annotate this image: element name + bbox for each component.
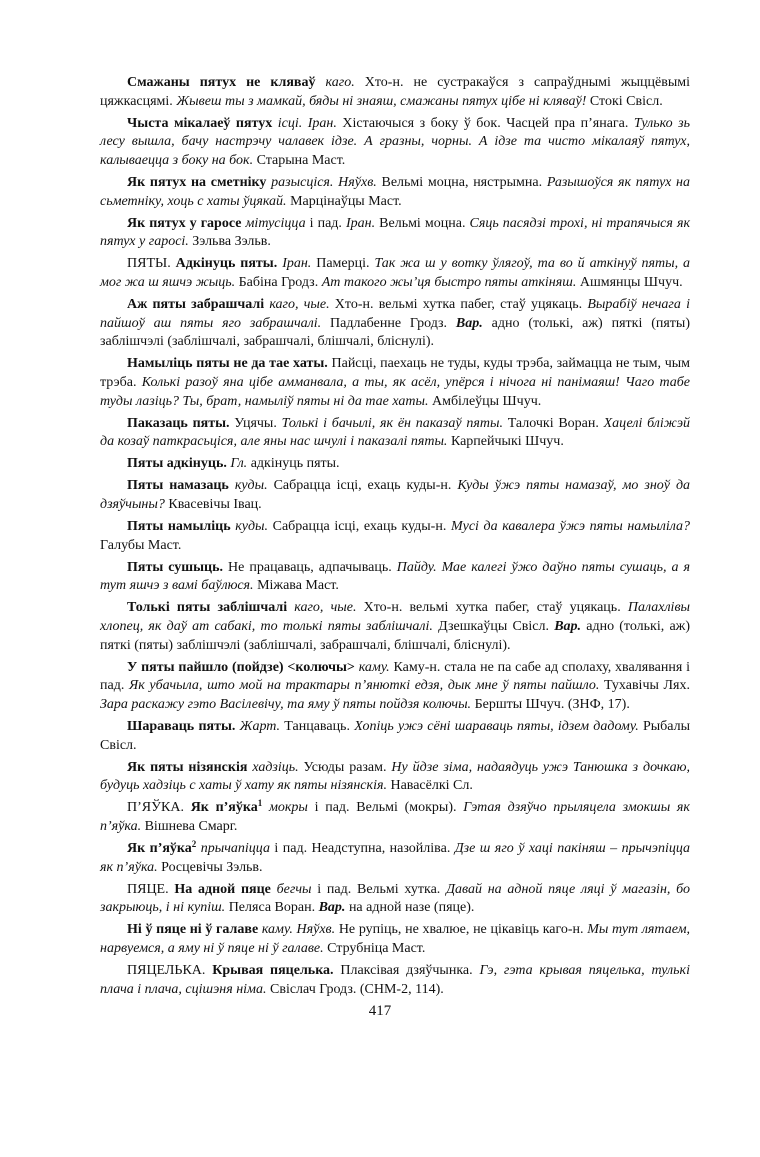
italic-text: каму. Няўхв. <box>261 922 336 938</box>
headword: Крывая пяцелька. <box>212 963 334 979</box>
dictionary-entry <box>100 881 690 918</box>
page-number: 417 <box>368 1003 392 1019</box>
dictionary-entry <box>100 215 690 252</box>
headword: Намыліць пяты не да тае хаты. <box>127 356 328 372</box>
entry-text: Танцаваць. <box>280 719 355 734</box>
italic-text: Хопіць ужэ сёні шараваць пяты, ідзем дадому. <box>354 719 639 734</box>
italic-text: Палахлівы хлопец, як даў ат сабакі, то толькі пяты заблішчалі. <box>100 600 690 635</box>
italic-text: Жывеш ты з мамкай, бяды ні знаяш, смажаны пятух цібе ні кляваў! <box>176 93 587 109</box>
entry-text: Стокі Свісл. <box>586 93 663 109</box>
dictionary-entry <box>100 659 690 715</box>
entry-text: Пеляса Воран. <box>225 900 319 916</box>
italic-text: каго. <box>325 75 355 90</box>
headword: Як п’яўка <box>127 841 192 857</box>
italic-text: Гэтая дзяўчо прыляцела змокшы як п’яўка. <box>100 800 690 834</box>
dictionary-entry <box>100 296 690 352</box>
entry-text: Струбніца Маст. <box>323 941 426 957</box>
dictionary-entry <box>100 74 690 111</box>
entry-text: Усюды разам. <box>298 759 392 775</box>
entry-text: Бабіна Гродз. <box>235 274 322 290</box>
dictionary-entry <box>100 799 690 836</box>
entry-text: Падлабенне Гродз. <box>321 315 456 331</box>
dictionary-entry <box>100 599 690 655</box>
dictionary-entry <box>100 255 690 292</box>
headword: Пяты адкінуць. <box>127 456 227 472</box>
italic-text: прычапіцца <box>200 841 270 857</box>
dictionary-entry <box>100 115 690 171</box>
italic-text: куды. <box>235 519 269 535</box>
entry-text: Зэльва Зэльв. <box>188 234 271 250</box>
entry-text: на адной назе (пяце). <box>345 900 475 916</box>
entry-text: Бершты Шчуч. (ЗНФ, 17). <box>471 696 630 712</box>
entry-text <box>262 800 269 815</box>
entry-text: Старына Маст. <box>253 152 346 168</box>
italic-text: Толькі і бачылі, як ён паказаў пяты. <box>281 415 503 431</box>
headword: Чыста мікалаеў пятух <box>127 115 273 131</box>
entry-text: і пад. Вельмі (мокры). <box>307 800 464 816</box>
entry-text: Навасёлкі Сл. <box>386 778 473 794</box>
italic-text: Хацелі бліжэй да козаў паткрасьціся, але яны нас шчулі і паказалі пяты. <box>100 415 690 450</box>
entry-text: адно (толькі, аж) пяткі (пяты) заблішчэлі (заблішчалі, забрашчалі, блішчалі, бліснулі). <box>100 315 690 350</box>
entry-text: адно (толькі, аж) пяткі (пяты) заблішчэлі (заблішчалі, забрашчалі, блішчалі, бліснулі). <box>100 619 690 653</box>
headword: Ні ў пяце ні ў галаве <box>127 922 259 938</box>
headword: Пяты намазаць <box>127 478 229 494</box>
italic-text: Гл. <box>230 456 248 472</box>
entry-text: Хто-н. вельмі хутка пабег, стаў уцякаць. <box>356 600 628 616</box>
dictionary-entries <box>100 74 690 1003</box>
italic-text: Гэ, гэта крывая пяцелька, тулькі плача і плача, сцішэня німа. <box>100 963 690 997</box>
dictionary-entry <box>100 962 690 999</box>
entry-text: Не працаваць, адпачываць. <box>223 559 397 575</box>
dictionary-entry <box>100 355 690 411</box>
headword: На адной пяце <box>174 881 271 897</box>
headword: У пяты пайшло (пойдзе) <колючы> <box>127 659 355 675</box>
variant-marker: Вар. <box>455 315 483 331</box>
italic-text: куды. <box>234 478 268 494</box>
dictionary-entry <box>100 840 690 877</box>
headword: Як пятух на сметніку <box>127 174 267 190</box>
italic-text: Іран. <box>282 256 312 272</box>
dictionary-entry <box>100 174 690 211</box>
italic-text: каму. <box>358 659 390 675</box>
dictionary-entry <box>100 415 690 452</box>
entry-text <box>315 75 325 90</box>
italic-text: Давай на адной пяце ляці ў магазін, бо закрыюць, і ні купіш. <box>100 881 690 916</box>
entry-text: Вельмі моцна. <box>375 215 470 231</box>
entry-text: Дзешкаўцы Свісл. <box>432 619 555 635</box>
headword: Як пятух у гаросе <box>127 215 242 231</box>
entry-text: Квасевічы Івац. <box>164 496 262 512</box>
italic-text: Як убачыла, што мой на трактары п’янюткі едзя, дык мне ў пяты пайшло. <box>129 678 600 694</box>
entry-text: Свіслач Гродз. (СНМ-2, 114). <box>266 981 444 997</box>
italic-text: каго, чые. <box>269 297 330 313</box>
entry-text: Вельмі моцна, нястрымна. <box>376 174 547 190</box>
italic-text: Колькі разоў яна цібе амманвала, а ты, як асёл, упёрся і нічога ні панімаяш! Чаго табе туды лазіць? Ты, брат, намыліў пяты ні да тае хаты. <box>100 374 691 409</box>
headword: Паказаць пяты. <box>127 415 230 431</box>
entry-text: адкінуць пяты. <box>247 456 340 472</box>
italic-text: Разышоўся як пятух на сьметніку, хоць с хаты ўцякай. <box>100 174 690 209</box>
variant-marker: Вар. <box>318 900 346 916</box>
entry-text: Амбілеўцы Шчуч. <box>428 393 542 409</box>
dictionary-entry <box>100 921 690 958</box>
italic-text: Іран. <box>345 215 376 231</box>
italic-text: Ат такого жы’ця быстро пяты аткіняш. <box>321 274 577 290</box>
entry-text: П’ЯЎКА. <box>127 800 191 816</box>
entry-text: Вішнева Смарг. <box>141 818 238 834</box>
entry-text: Тухавічы Лях. <box>599 678 690 694</box>
italic-text: ісці. Іран. <box>277 115 337 131</box>
headword: Як п’яўка <box>190 800 258 816</box>
headword: Адкінуць пяты. <box>175 256 278 272</box>
italic-text: Зара раскажу гэто Васілевічу, та яму ў пяты пойдзя колючы. <box>100 696 472 712</box>
italic-text: Вырабіў нечага і пайшоў аш пяты яго забрашчалі. <box>100 297 690 331</box>
entry-text: ПЯЦЕЛЬКА. <box>127 963 213 979</box>
italic-text: Сяць пасядзі трохі, ні трапячыся як пятух у гаросі. <box>100 215 691 250</box>
entry-text: і пад. Вельмі хутка. <box>311 881 447 897</box>
headword: Як пяты нізянскія <box>127 759 248 775</box>
italic-text: бегчы <box>276 881 312 897</box>
headword: Смажаны пятух не кляваў <box>127 75 316 90</box>
italic-text: Мусі да кавалера ўжэ пяты намыліла? <box>450 519 690 535</box>
dictionary-entry <box>100 759 690 796</box>
headword: Аж пяты забрашчалі <box>127 297 265 313</box>
entry-text: Галубы Маст. <box>100 537 182 553</box>
entry-text: Сабрацца ісці, ехаць куды-н. <box>267 478 458 494</box>
dictionary-entry <box>100 518 690 555</box>
variant-marker: Вар. <box>554 619 582 635</box>
dictionary-entry <box>100 718 690 755</box>
dictionary-entry <box>100 559 690 596</box>
entry-text: Марцінаўцы Маст. <box>286 193 402 209</box>
entry-text: Росцевічы Зэльв. <box>157 859 263 875</box>
italic-text: Мы тут лятаем, нарвуемся, а яму ні ў пяце ні ў галаве. <box>100 922 691 957</box>
entry-text: Каму-н. стала не па сабе ад сполаху, хвалявання і пад. <box>100 659 690 694</box>
italic-text: Жарт. <box>239 719 281 734</box>
homonym-index: 2 <box>191 839 197 850</box>
entry-text: Хістаючыся з боку ў бок. Часцей пра п’янага. <box>336 115 634 131</box>
entry-text: і пад. <box>305 215 346 231</box>
entry-text: ПЯТЫ. <box>127 256 176 272</box>
italic-text: мокры <box>268 800 308 816</box>
italic-text: Куды ўжэ пяты намазаў, мо зноў да дзяўчыны? <box>100 478 691 512</box>
entry-text: Памерці. <box>311 256 375 272</box>
entry-text: Рыбалы Свісл. <box>100 719 690 753</box>
headword: Пяты сушыць. <box>127 559 224 575</box>
italic-text: Дзе ш яго ў хаці пакіняш – прычэпіцца як п’яўка. <box>100 841 690 875</box>
italic-text: Ну йдзе зіма, надаядуць ужэ Танюшка з дочкаю, будуць хадзіць с хаты ў хату як пяты нізянскія. <box>100 759 691 794</box>
headword: Шараваць пяты. <box>127 719 236 734</box>
entry-text: Уцячы. <box>229 415 282 431</box>
headword: Пяты намыліць <box>127 519 231 535</box>
dictionary-entry <box>100 455 690 474</box>
entry-text: Пайсці, паехаць не туды, куды трэба, займацца не тым, чым трэба. <box>100 356 690 390</box>
entry-text: Сабрацца ісці, ехаць куды-н. <box>268 519 451 535</box>
entry-text: Не рупіць, не хвалюе, не цікавіць каго-н. <box>335 922 588 938</box>
entry-text: Плаксівая дзяўчынка. <box>333 963 480 979</box>
entry-text: Хто-н. не сустракаўся з сапраўднымі жыццёвымі цяжкасцямі. <box>100 75 690 109</box>
entry-text: Карпейчыкі Шчуч. <box>447 434 564 450</box>
italic-text: мітусіцца <box>245 215 306 231</box>
entry-text: ПЯЦЕ. <box>127 881 175 897</box>
italic-text: разысціся. Няўхв. <box>271 174 377 190</box>
italic-text: хадзіць. <box>252 759 299 775</box>
dictionary-entry <box>100 477 690 514</box>
entry-text: Ашмянцы Шчуч. <box>576 274 683 290</box>
entry-text: Міжава Маст. <box>253 578 339 594</box>
entry-text: Талочкі Воран. <box>502 415 604 431</box>
entry-text: Хто-н. вельмі хутка пабег, стаў уцякаць. <box>329 297 588 313</box>
homonym-index: 1 <box>257 798 263 809</box>
entry-text: і пад. Неадступна, назойліва. <box>269 841 455 857</box>
italic-text: Тулько зь лесу вышла, бачу настрэчу чалавек ідзе. А гразны, чорны. А ідзе та чисто мікалаяў пятух, калываецца з боку на бок. <box>100 115 690 168</box>
headword: Толькі пяты заблішчалі <box>127 600 288 616</box>
italic-text: Пайду. Мае калегі ўжо даўно пяты сушаць, а я тут яшчэ з вамі баўлюся. <box>100 559 691 594</box>
italic-text: каго, чые. <box>294 600 357 616</box>
italic-text: Так жа ш у вотку ўлягоў, та во й аткінуў пяты, а мог жа ш яшчэ жыць. <box>100 256 691 290</box>
